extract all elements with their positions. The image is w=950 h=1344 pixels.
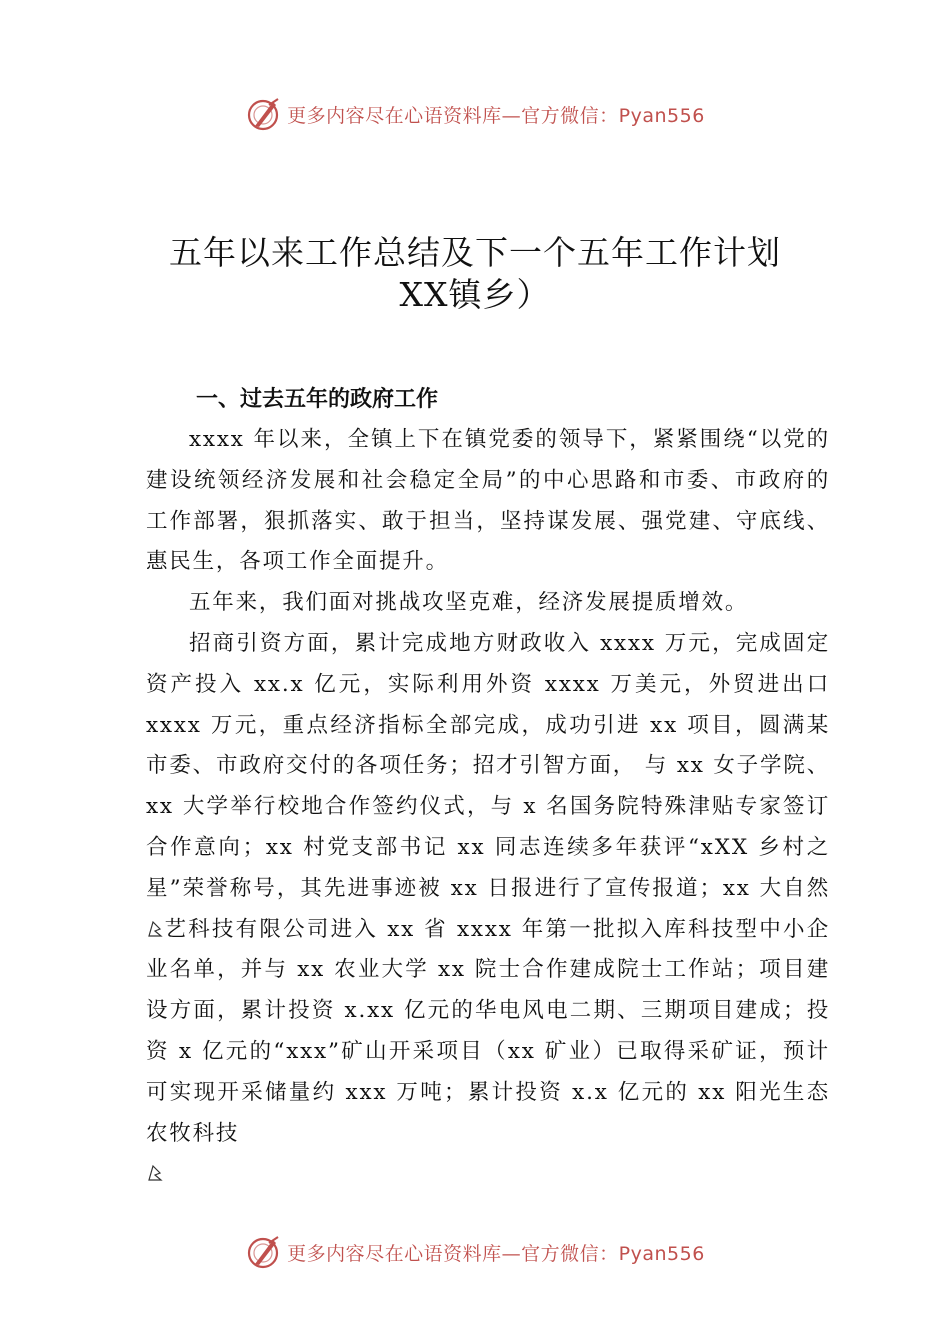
missing-glyph-icon — [146, 1163, 164, 1183]
quill-pen-logo-icon — [245, 96, 281, 132]
paragraph-end — [146, 1154, 830, 1195]
missing-glyph-icon — [146, 919, 164, 939]
body-text — [146, 420, 830, 1195]
paragraph: 五年来，我们面对挑战攻坚克难，经济发展提质增效。 — [189, 590, 749, 616]
paragraph-part: 艺科技有限公司进入 xx 省 xxxx 年第一批拟入库科技型中小企业名单，并与 xx 农业大学 xx 院士合作建成院士工作站；项目建设方面，累计投资 x.xx 亿元的华电风电二期、三期项目建成；投资 x 亿元的“xxx”矿山开采项目（xx 矿业）已取得采矿证，预计可实现开采储量约 xxx 万吨；累计投资 x.x 亿元的 xx 阳光生态农牧科技 — [146, 916, 830, 1146]
paragraph-part: 招商引资方面，累计完成地方财政收入 xxxx 万元，完成固定资产投入 xx.x 亿元，实际利用外资 xxxx 万美元，外贸进出口 xxxx 万元，重点经济指标全部完成，成功引进 xx 项目，圆满某市委、市政府交付的各项任务；招才引智方面， 与 xx 女子学院、xx 大学举行校地合作签约仪式，与 x 名国务院特殊津贴专家签订合作意向；xx 村党支部书记 xx 同志连续多年获评“xXX 乡村之星”荣誉称号，其先进事迹被 xx 日报进行了宣传报道；xx 大自然 — [146, 630, 831, 901]
banner-text: 更多内容尽在心语资料库—官方微信：Pyan556 — [287, 1242, 705, 1265]
title-line-2: XX镇乡） — [399, 275, 551, 314]
document-title — [0, 232, 950, 316]
header-banner — [0, 94, 950, 134]
wechat-id: Pyan556 — [618, 104, 705, 127]
footer-banner — [0, 1232, 950, 1272]
section-heading: 一、过去五年的政府工作 — [196, 387, 439, 412]
title-line-1: 五年以来工作总结及下一个五年工作计划 — [169, 233, 781, 272]
banner-text: 更多内容尽在心语资料库—官方微信：Pyan556 — [287, 104, 705, 127]
quill-pen-logo-icon — [245, 1234, 281, 1270]
paragraph: xxxx 年以来，全镇上下在镇党委的领导下，紧紧围绕“以党的建设统领经济发展和社会稳定全局”的中心思路和市委、市政府的工作部署，狠抓落实、敢于担当，坚持谋发展、强党建、守底线、惠民生，各项工作全面提升。 — [146, 427, 830, 575]
paragraph — [146, 624, 830, 1154]
wechat-id: Pyan556 — [618, 1242, 705, 1265]
